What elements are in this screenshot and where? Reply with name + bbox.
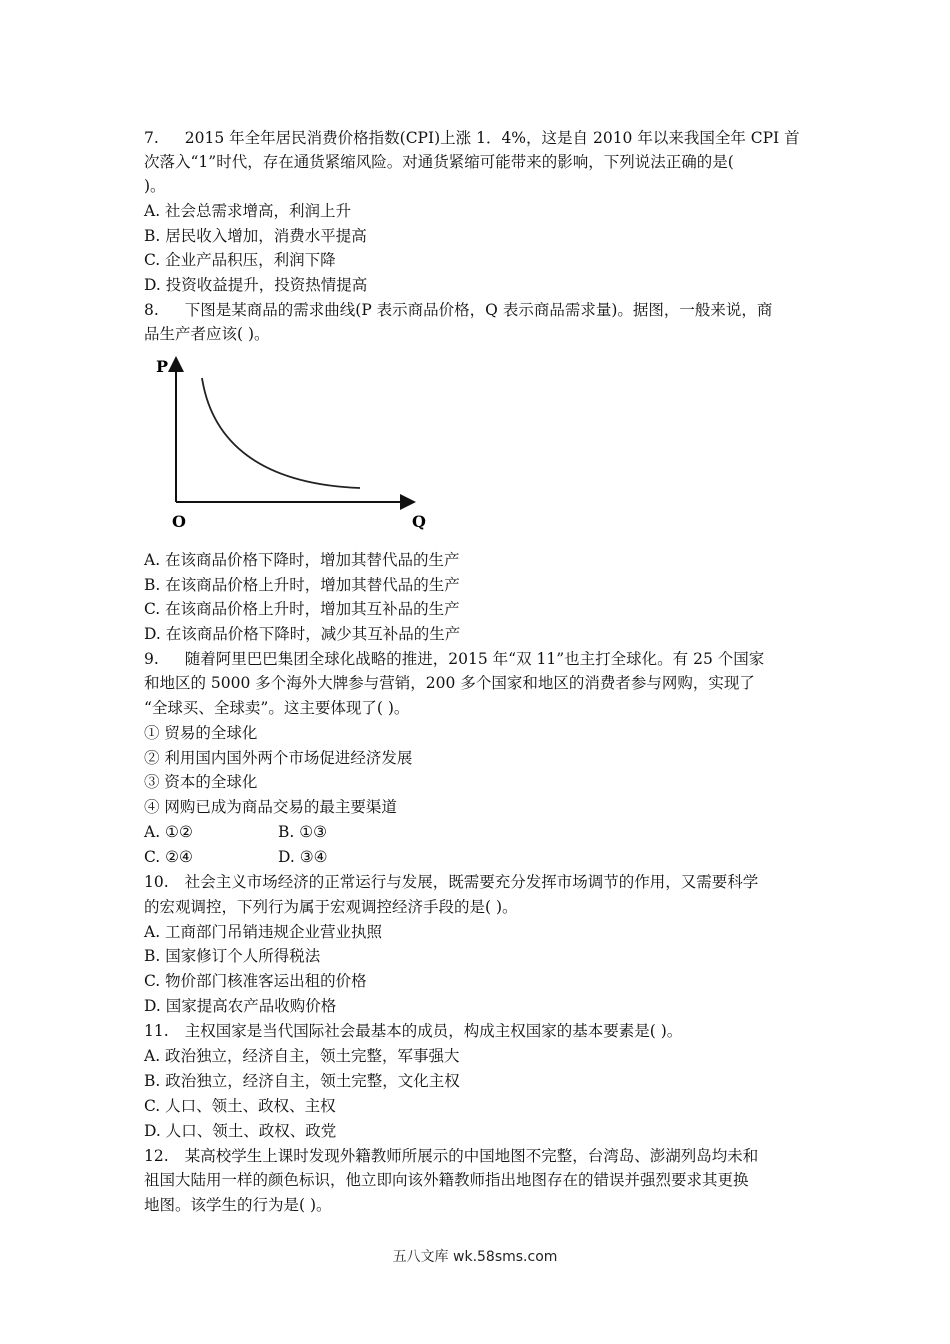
q9-option-c: C. ②④: [144, 848, 193, 866]
q11-option-c: C. 人口、领土、政权、主权: [144, 1097, 336, 1115]
q11-option-d: D. 人口、领土、政权、政党: [144, 1122, 337, 1140]
q10-option-d: D. 国家提高农产品收购价格: [144, 997, 337, 1015]
q11-option-b: B. 政治独立，经济自主，领土完整，文化主权: [144, 1072, 460, 1090]
q12-line-2: 祖国大陆用一样的颜色标识，他立即向该外籍教师指出地图存在的错误并强烈要求其更换: [144, 1171, 749, 1189]
q10-line-2: 的宏观调控，下列行为属于宏观调控经济手段的是( )。: [144, 898, 518, 916]
footer-watermark: 五八文库 wk.58sms.com: [392, 1249, 558, 1265]
q7-line-1: [144, 126, 814, 150]
q8-option-d: D. 在该商品价格下降时，减少其互补品的生产: [144, 625, 461, 643]
q10-option-b: B. 国家修订个人所得税法: [144, 947, 321, 965]
q7-option-b: B. 居民收入增加，消费水平提高: [144, 227, 367, 245]
q11-line-1: [144, 1019, 814, 1043]
x-axis-label: Q: [412, 512, 426, 531]
q7-line-2: 次落入“1”时代，存在通货紧缩风险。对通货紧缩可能带来的影响，下列说法正确的是(: [144, 153, 734, 171]
q10-text-1: 社会主义市场经济的正常运行与发展，既需要充分发挥市场调节的作用，又需要科学: [184, 873, 759, 891]
origin-label: O: [172, 512, 186, 531]
q11-number: 11.: [144, 1022, 169, 1040]
q7-text-1: 2015 年全年居民消费价格指数(CPI)上涨 1．4%，这是自 2010 年以来我国全年 CPI 首: [184, 129, 800, 147]
q11-text-1: 主权国家是当代国际社会最基本的成员，构成主权国家的基本要素是( )。: [184, 1022, 683, 1040]
q7-option-d: D. 投资收益提升，投资热情提高: [144, 276, 368, 294]
q10-option-c: C. 物价部门核准客运出租的价格: [144, 972, 367, 990]
q8-number: 8.: [144, 301, 159, 319]
q12-text-1: 某高校学生上课时发现外籍教师所展示的中国地图不完整，台湾岛、澎湖列岛均未和: [184, 1147, 759, 1165]
q9-number: 9.: [144, 650, 159, 668]
q9-item-2: ② 利用国内国外两个市场促进经济发展: [144, 749, 413, 767]
q9-item-1: ① 贸易的全球化: [144, 724, 258, 742]
q8-text-1: 下图是某商品的需求曲线(P 表示商品价格，Q 表示商品需求量)。据图，一般来说，商: [184, 301, 773, 319]
q9-option-d: D. ③④: [278, 848, 328, 866]
q7-number: 7.: [144, 129, 159, 147]
q9-options-row-2: [144, 845, 814, 869]
q12-number: 12.: [144, 1147, 169, 1165]
q12-line-1: [144, 1144, 814, 1168]
q9-text-1: 随着阿里巴巴集团全球化战略的推进，2015 年“双 11”也主打全球化。有 25 个国家: [184, 650, 765, 668]
q9-line-2: 和地区的 5000 多个海外大牌参与营销，200 多个国家和地区的消费者参与网购，实现了: [144, 674, 755, 692]
q9-item-3: ③ 资本的全球化: [144, 773, 258, 791]
q9-item-4: ④ 网购已成为商品交易的最主要渠道: [144, 798, 397, 816]
q9-line-3: “全球买、全球卖”。这主要体现了( )。: [144, 699, 410, 717]
q9-line-1: [144, 647, 814, 671]
q9-options-row-1: [144, 820, 814, 844]
demand-curve-graph: [150, 352, 440, 532]
q8-line-1: [144, 298, 814, 322]
q10-number: 10.: [144, 873, 169, 891]
q7-option-c: C. 企业产品积压，利润下降: [144, 251, 336, 269]
q9-option-b: B. ①③: [278, 823, 328, 841]
q10-line-1: [144, 870, 814, 894]
q9-option-a: A. ①②: [144, 823, 193, 841]
q8-option-c: C. 在该商品价格上升时，增加其互补品的生产: [144, 600, 460, 618]
q11-option-a: A. 政治独立，经济自主，领土完整，军事强大: [144, 1047, 460, 1065]
q8-option-a: A. 在该商品价格下降时，增加其替代品的生产: [144, 551, 460, 569]
demand-curve: [202, 378, 360, 488]
q10-option-a: A. 工商部门吊销违规企业营业执照: [144, 923, 383, 941]
q8-option-b: B. 在该商品价格上升时，增加其替代品的生产: [144, 576, 460, 594]
q7-option-a: A. 社会总需求增高，利润上升: [144, 202, 352, 220]
y-axis-label: P: [156, 357, 169, 376]
q12-line-3: 地图。该学生的行为是( )。: [144, 1196, 332, 1214]
q7-line-3: )。: [144, 177, 166, 195]
q8-line-2: 品生产者应该( )。: [144, 325, 270, 343]
